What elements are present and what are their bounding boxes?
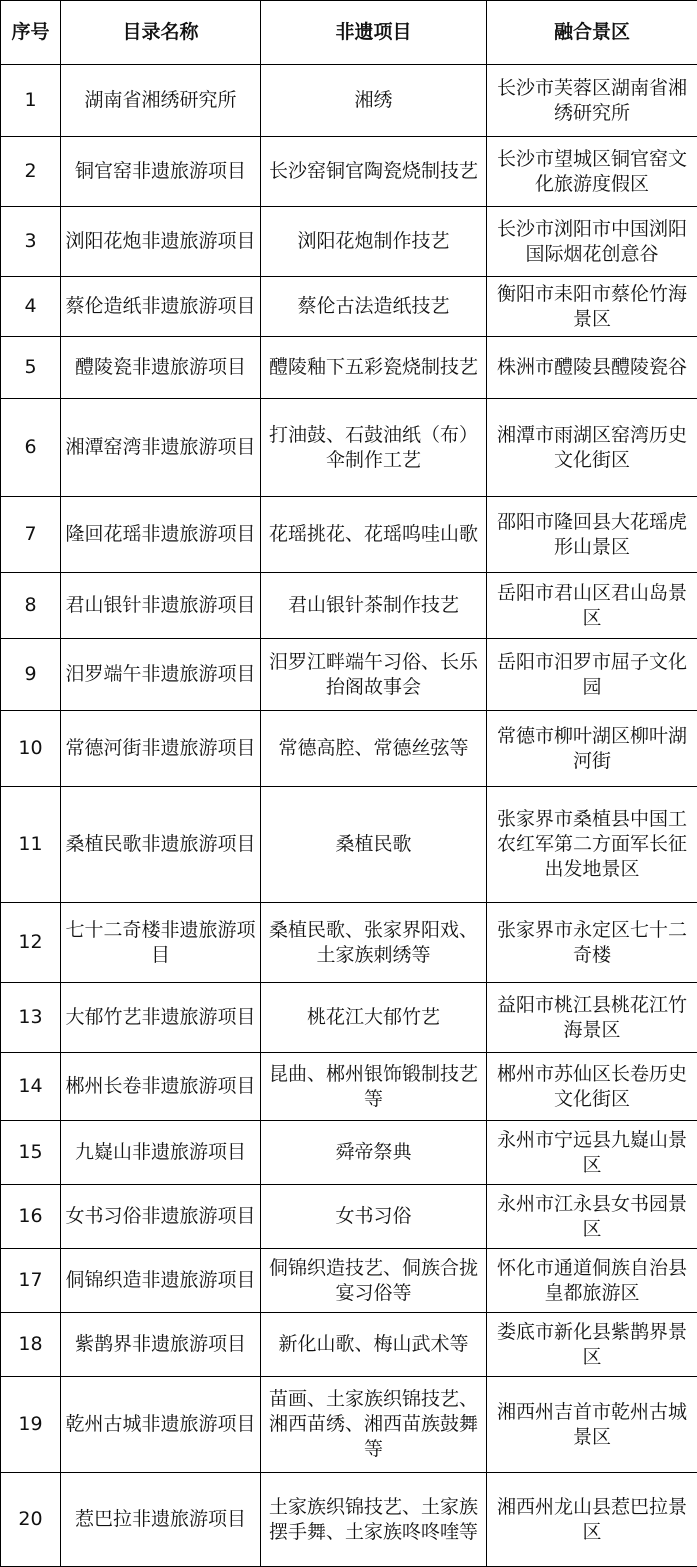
table-row <box>1 497 697 573</box>
row-heritage-item-cell: 苗画、土家族织锦技艺、湘西苗绣、湘西苗族鼓舞等 <box>261 1377 487 1473</box>
row-index-cell: 19 <box>1 1377 61 1473</box>
row-catalog-name-cell: 女书习俗非遗旅游项目 <box>61 1185 261 1249</box>
row-index-cell: 8 <box>1 573 61 639</box>
table-row <box>1 573 697 639</box>
row-index-cell: 6 <box>1 399 61 497</box>
row-heritage-item-cell: 君山银针茶制作技艺 <box>261 573 487 639</box>
row-heritage-item-cell: 浏阳花炮制作技艺 <box>261 207 487 277</box>
row-scenic-area-cell: 株洲市醴陵县醴陵瓷谷 <box>487 337 697 399</box>
row-scenic-area-cell: 娄底市新化县紫鹊界景区 <box>487 1313 697 1377</box>
row-catalog-name-cell: 七十二奇楼非遗旅游项目 <box>61 903 261 983</box>
row-catalog-name-cell: 隆回花瑶非遗旅游项目 <box>61 497 261 573</box>
header-index: 序号 <box>1 1 61 65</box>
table-body <box>1 65 697 1567</box>
row-heritage-item-cell: 昆曲、郴州银饰锻制技艺等 <box>261 1053 487 1121</box>
row-catalog-name-cell: 侗锦织造非遗旅游项目 <box>61 1249 261 1313</box>
table-row <box>1 399 697 497</box>
header-heritage-item: 非遗项目 <box>261 1 487 65</box>
row-heritage-item-cell: 常德高腔、常德丝弦等 <box>261 711 487 787</box>
row-scenic-area-cell: 岳阳市汨罗市屈子文化园 <box>487 639 697 711</box>
header-scenic-area: 融合景区 <box>487 1 697 65</box>
row-heritage-item-cell: 花瑶挑花、花瑶呜哇山歌 <box>261 497 487 573</box>
row-heritage-item-cell: 女书习俗 <box>261 1185 487 1249</box>
row-catalog-name-cell: 醴陵瓷非遗旅游项目 <box>61 337 261 399</box>
row-scenic-area-cell: 岳阳市君山区君山岛景区 <box>487 573 697 639</box>
row-scenic-area-cell: 张家界市永定区七十二奇楼 <box>487 903 697 983</box>
row-index-cell: 10 <box>1 711 61 787</box>
row-heritage-item-cell: 桑植民歌 <box>261 787 487 903</box>
row-catalog-name-cell: 惹巴拉非遗旅游项目 <box>61 1473 261 1567</box>
header-catalog-name: 目录名称 <box>61 1 261 65</box>
row-heritage-item-cell: 桑植民歌、张家界阳戏、土家族刺绣等 <box>261 903 487 983</box>
row-scenic-area-cell: 长沙市芙蓉区湖南省湘绣研究所 <box>487 65 697 137</box>
row-catalog-name-cell: 湖南省湘绣研究所 <box>61 65 261 137</box>
row-heritage-item-cell: 舜帝祭典 <box>261 1121 487 1185</box>
row-scenic-area-cell: 邵阳市隆回县大花瑶虎形山景区 <box>487 497 697 573</box>
table-row <box>1 1249 697 1313</box>
table-row <box>1 983 697 1053</box>
row-scenic-area-cell: 湘西州龙山县惹巴拉景区 <box>487 1473 697 1567</box>
row-scenic-area-cell: 永州市宁远县九嶷山景区 <box>487 1121 697 1185</box>
row-index-cell: 9 <box>1 639 61 711</box>
table-row <box>1 1377 697 1473</box>
table-row <box>1 711 697 787</box>
row-heritage-item-cell: 桃花江大郁竹艺 <box>261 983 487 1053</box>
row-catalog-name-cell: 桑植民歌非遗旅游项目 <box>61 787 261 903</box>
row-index-cell: 5 <box>1 337 61 399</box>
row-index-cell: 3 <box>1 207 61 277</box>
table-row <box>1 65 697 137</box>
row-catalog-name-cell: 蔡伦造纸非遗旅游项目 <box>61 277 261 337</box>
row-index-cell: 18 <box>1 1313 61 1377</box>
row-scenic-area-cell: 湘潭市雨湖区窑湾历史文化街区 <box>487 399 697 497</box>
row-catalog-name-cell: 湘潭窑湾非遗旅游项目 <box>61 399 261 497</box>
row-index-cell: 20 <box>1 1473 61 1567</box>
table-row <box>1 337 697 399</box>
row-scenic-area-cell: 张家界市桑植县中国工农红军第二方面军长征出发地景区 <box>487 787 697 903</box>
row-catalog-name-cell: 乾州古城非遗旅游项目 <box>61 1377 261 1473</box>
row-catalog-name-cell: 浏阳花炮非遗旅游项目 <box>61 207 261 277</box>
row-index-cell: 15 <box>1 1121 61 1185</box>
row-scenic-area-cell: 湘西州吉首市乾州古城景区 <box>487 1377 697 1473</box>
row-scenic-area-cell: 常德市柳叶湖区柳叶湖河街 <box>487 711 697 787</box>
row-index-cell: 16 <box>1 1185 61 1249</box>
row-index-cell: 11 <box>1 787 61 903</box>
row-heritage-item-cell: 汨罗江畔端午习俗、长乐抬阁故事会 <box>261 639 487 711</box>
row-heritage-item-cell: 醴陵釉下五彩瓷烧制技艺 <box>261 337 487 399</box>
row-heritage-item-cell: 打油鼓、石鼓油纸（布）伞制作工艺 <box>261 399 487 497</box>
row-catalog-name-cell: 九嶷山非遗旅游项目 <box>61 1121 261 1185</box>
row-scenic-area-cell: 长沙市望城区铜官窑文化旅游度假区 <box>487 137 697 207</box>
table-row <box>1 137 697 207</box>
row-scenic-area-cell: 郴州市苏仙区长卷历史文化街区 <box>487 1053 697 1121</box>
table-row <box>1 787 697 903</box>
row-catalog-name-cell: 常德河街非遗旅游项目 <box>61 711 261 787</box>
row-scenic-area-cell: 怀化市通道侗族自治县皇都旅游区 <box>487 1249 697 1313</box>
row-index-cell: 1 <box>1 65 61 137</box>
row-catalog-name-cell: 郴州长卷非遗旅游项目 <box>61 1053 261 1121</box>
table-row <box>1 1053 697 1121</box>
row-index-cell: 17 <box>1 1249 61 1313</box>
table-row <box>1 1473 697 1567</box>
table-header-row <box>1 1 697 65</box>
row-scenic-area-cell: 衡阳市耒阳市蔡伦竹海景区 <box>487 277 697 337</box>
table-row <box>1 1313 697 1377</box>
table-row <box>1 207 697 277</box>
row-catalog-name-cell: 君山银针非遗旅游项目 <box>61 573 261 639</box>
row-catalog-name-cell: 紫鹊界非遗旅游项目 <box>61 1313 261 1377</box>
row-catalog-name-cell: 汨罗端午非遗旅游项目 <box>61 639 261 711</box>
row-heritage-item-cell: 湘绣 <box>261 65 487 137</box>
table-row <box>1 277 697 337</box>
row-scenic-area-cell: 永州市江永县女书园景区 <box>487 1185 697 1249</box>
row-index-cell: 14 <box>1 1053 61 1121</box>
row-index-cell: 13 <box>1 983 61 1053</box>
row-heritage-item-cell: 侗锦织造技艺、侗族合拢宴习俗等 <box>261 1249 487 1313</box>
row-index-cell: 12 <box>1 903 61 983</box>
row-catalog-name-cell: 铜官窑非遗旅游项目 <box>61 137 261 207</box>
row-index-cell: 2 <box>1 137 61 207</box>
row-index-cell: 4 <box>1 277 61 337</box>
row-catalog-name-cell: 大郁竹艺非遗旅游项目 <box>61 983 261 1053</box>
row-heritage-item-cell: 蔡伦古法造纸技艺 <box>261 277 487 337</box>
row-scenic-area-cell: 长沙市浏阳市中国浏阳国际烟花创意谷 <box>487 207 697 277</box>
table-row <box>1 639 697 711</box>
row-scenic-area-cell: 益阳市桃江县桃花江竹海景区 <box>487 983 697 1053</box>
table-row <box>1 1185 697 1249</box>
row-index-cell: 7 <box>1 497 61 573</box>
row-heritage-item-cell: 土家族织锦技艺、土家族摆手舞、土家族咚咚喹等 <box>261 1473 487 1567</box>
row-heritage-item-cell: 长沙窑铜官陶瓷烧制技艺 <box>261 137 487 207</box>
table-row <box>1 1121 697 1185</box>
table-row <box>1 903 697 983</box>
row-heritage-item-cell: 新化山歌、梅山武术等 <box>261 1313 487 1377</box>
